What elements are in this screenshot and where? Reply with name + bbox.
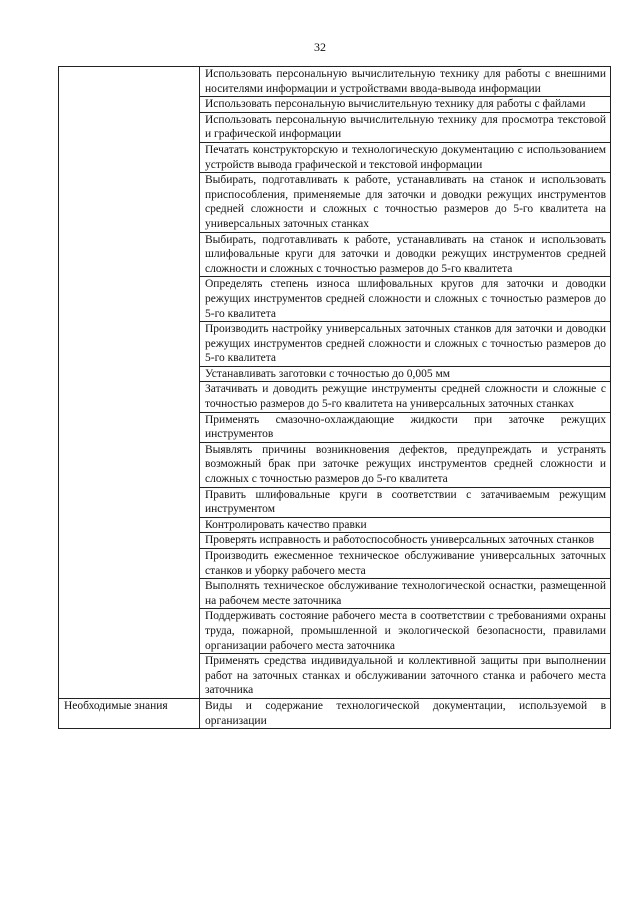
skill-item: Печатать конструкторскую и технологическую документацию с использованием устройств вывода графической и текстовой информации	[200, 142, 611, 172]
page-number: 32	[314, 40, 326, 54]
knowledge-section	[59, 698, 611, 728]
table-row	[59, 698, 611, 728]
table-row	[59, 67, 611, 97]
skill-item: Выполнять техническое обслуживание технологической оснастки, размещенной на рабочем месте заточника	[200, 579, 611, 609]
skill-item: Поддерживать состояние рабочего места в соответствии с требованиями охраны труда, пожарной, промышленной и экологической безопасности, правилами организации рабочего места заточника	[200, 609, 611, 654]
knowledge-label: Необходимые знания	[59, 698, 200, 728]
skill-item: Использовать персональную вычислительную технику для работы с внешними носителями информации и устройствами ввода-вывода информации	[200, 67, 611, 97]
skills-section	[59, 67, 611, 699]
skill-item: Выявлять причины возникновения дефектов, предупреждать и устранять возможный брак при заточке режущих инструментов средней сложности и сложных с точностью размеров до 5-го квалитета	[200, 442, 611, 487]
skill-item: Устанавливать заготовки с точностью до 0,005 мм	[200, 366, 611, 382]
skill-item: Править шлифовальные круги в соответствии с затачиваемым режущим инструментом	[200, 487, 611, 517]
skill-item: Контролировать качество правки	[200, 517, 611, 533]
skill-item: Производить ежесменное техническое обслуживание универсальных заточных станков и уборку рабочего места	[200, 549, 611, 579]
skills-label-cell	[59, 67, 200, 699]
skill-item: Использовать персональную вычислительную технику для работы с файлами	[200, 97, 611, 113]
skill-item: Проверять исправность и работоспособность универсальных заточных станков	[200, 533, 611, 549]
skill-item: Использовать персональную вычислительную технику для просмотра текстовой и графической информации	[200, 112, 611, 142]
skill-item: Определять степень износа шлифовальных кругов для заточки и доводки режущих инструментов средней сложности и сложных с точностью размеров до 5-го квалитета	[200, 277, 611, 322]
skill-item: Выбирать, подготавливать к работе, устанавливать на станок и использовать шлифовальные круги для заточки и доводки режущих инструментов средней сложности и сложных с точностью размеров до 5-го квалитета	[200, 232, 611, 277]
skill-item: Затачивать и доводить режущие инструменты средней сложности и сложные с точностью размеров до 5-го квалитета на универсальных заточных станках	[200, 382, 611, 412]
skill-item: Производить настройку универсальных заточных станков для заточки и доводки режущих инструментов средней сложности и сложных с точностью размеров до 5-го квалитета	[200, 322, 611, 367]
skill-item: Применять смазочно-охлаждающие жидкости при заточке режущих инструментов	[200, 412, 611, 442]
knowledge-item: Виды и содержание технологической документации, используемой в организации	[200, 698, 611, 728]
skill-item: Применять средства индивидуальной и коллективной защиты при выполнении работ на заточных станках и обслуживании заточного станка и рабочего места заточника	[200, 654, 611, 699]
skill-item: Выбирать, подготавливать к работе, устанавливать на станок и использовать приспособления, применяемые для заточки и доводки режущих инструментов средней сложности и сложных с точностью размеров до 5-го квалитета на универсальных заточных станках	[200, 173, 611, 232]
requirements-table	[58, 66, 611, 729]
